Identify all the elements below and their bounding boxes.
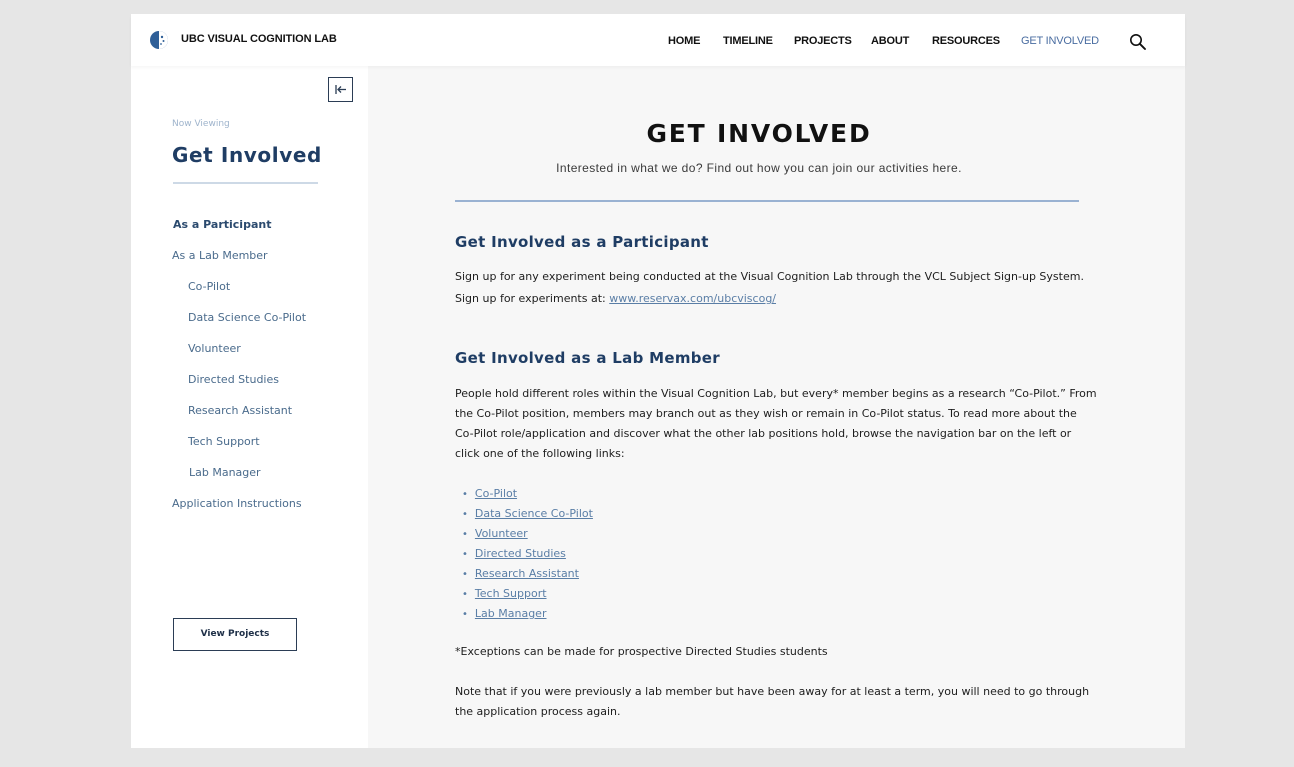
- sidebar-item-data-science-co-pilot[interactable]: Data Science Co-Pilot: [188, 311, 307, 324]
- link-directed-studies[interactable]: Directed Studies: [474, 547, 566, 560]
- lab-member-text-line: click one of the following links:: [455, 447, 625, 460]
- link-research-assistant[interactable]: Research Assistant: [474, 567, 579, 580]
- sidebar-item-lab-manager[interactable]: Lab Manager: [189, 466, 261, 479]
- nav-projects[interactable]: PROJECTS: [794, 35, 852, 47]
- page-subtitle: Interested in what we do? Find out how you can join our activities here.: [556, 161, 962, 175]
- signup-prefix: Sign up for experiments at:: [455, 292, 610, 305]
- lab-member-text-line: People hold different roles within the Visual Cognition Lab, but every* member begins as a research “Co-Pilot.” From: [455, 387, 1097, 400]
- page-title: GET INVOLVED: [646, 119, 872, 148]
- collapse-left-icon: [329, 78, 352, 101]
- lab-member-heading: Get Involved as a Lab Member: [455, 349, 720, 367]
- participant-signup-line: [455, 289, 776, 309]
- nav-about[interactable]: ABOUT: [871, 35, 910, 47]
- view-projects-button[interactable]: View Projects: [173, 618, 297, 651]
- list-item: [462, 564, 593, 584]
- sidebar-item-research-assistant[interactable]: Research Assistant: [188, 404, 293, 417]
- nav-home[interactable]: HOME: [668, 35, 701, 47]
- rejoin-note-line: the application process again.: [455, 705, 621, 718]
- sidebar-item-tech-support[interactable]: Tech Support: [188, 435, 260, 448]
- link-co-pilot[interactable]: Co-Pilot: [474, 487, 518, 500]
- sidebar-title: Get Involved: [172, 143, 322, 167]
- lab-member-text-line: the Co-Pilot position, members may branch out as they wish or remain in Co-Pilot status. To read more about the: [455, 407, 1077, 420]
- nav-get-involved[interactable]: GET INVOLVED: [1021, 35, 1099, 47]
- participant-text: Sign up for any experiment being conducted at the Visual Cognition Lab through the VCL Subject Sign-up System.: [455, 270, 1084, 283]
- title-divider: [455, 200, 1079, 202]
- collapse-sidebar-button[interactable]: [328, 77, 353, 102]
- search-icon[interactable]: [1128, 32, 1148, 52]
- sidebar-item-application-instructions[interactable]: Application Instructions: [172, 497, 302, 510]
- lab-logo-icon[interactable]: [149, 30, 169, 50]
- list-item: [462, 524, 593, 544]
- sidebar-item-co-pilot[interactable]: Co-Pilot: [188, 280, 231, 293]
- role-links-list: [462, 484, 593, 624]
- link-volunteer[interactable]: Volunteer: [474, 527, 528, 540]
- reservax-link[interactable]: www.reservax.com/ubcviscog/: [609, 292, 777, 305]
- list-item: [462, 484, 593, 504]
- page-frame: [131, 14, 1185, 748]
- bullet-icon: •: [462, 549, 468, 560]
- participant-heading: Get Involved as a Participant: [455, 233, 709, 251]
- list-item: [462, 604, 593, 624]
- bullet-icon: •: [462, 529, 468, 540]
- lab-member-text-line: Co-Pilot role/application and discover what the other lab positions hold, browse the navigation bar on the left or: [455, 427, 1072, 440]
- list-item: [462, 544, 593, 564]
- bullet-icon: •: [462, 509, 468, 520]
- list-item: [462, 504, 593, 524]
- sidebar-title-divider: [173, 182, 318, 184]
- nav-timeline[interactable]: TIMELINE: [723, 35, 773, 47]
- link-lab-manager[interactable]: Lab Manager: [474, 607, 547, 620]
- nav-resources[interactable]: RESOURCES: [932, 35, 1000, 47]
- bullet-icon: •: [462, 489, 468, 500]
- main-content: [368, 66, 1185, 748]
- sidebar-item-as-a-participant[interactable]: As a Participant: [173, 218, 272, 231]
- bullet-icon: •: [462, 589, 468, 600]
- sidebar-item-directed-studies[interactable]: Directed Studies: [188, 373, 279, 386]
- list-item: [462, 584, 593, 604]
- exception-note: *Exceptions can be made for prospective Directed Studies students: [455, 645, 828, 658]
- top-header: [131, 14, 1185, 66]
- link-tech-support[interactable]: Tech Support: [474, 587, 547, 600]
- sidebar-item-as-a-lab-member[interactable]: As a Lab Member: [172, 249, 268, 262]
- bullet-icon: •: [462, 609, 468, 620]
- link-data-science-co-pilot[interactable]: Data Science Co-Pilot: [474, 507, 593, 520]
- now-viewing-label: Now Viewing: [172, 119, 230, 129]
- bullet-icon: •: [462, 569, 468, 580]
- sidebar: [131, 66, 368, 748]
- brand-name[interactable]: UBC VISUAL COGNITION LAB: [181, 33, 337, 45]
- rejoin-note-line: Note that if you were previously a lab member but have been away for at least a term, you will need to go through: [455, 685, 1090, 698]
- sidebar-item-volunteer[interactable]: Volunteer: [188, 342, 241, 355]
